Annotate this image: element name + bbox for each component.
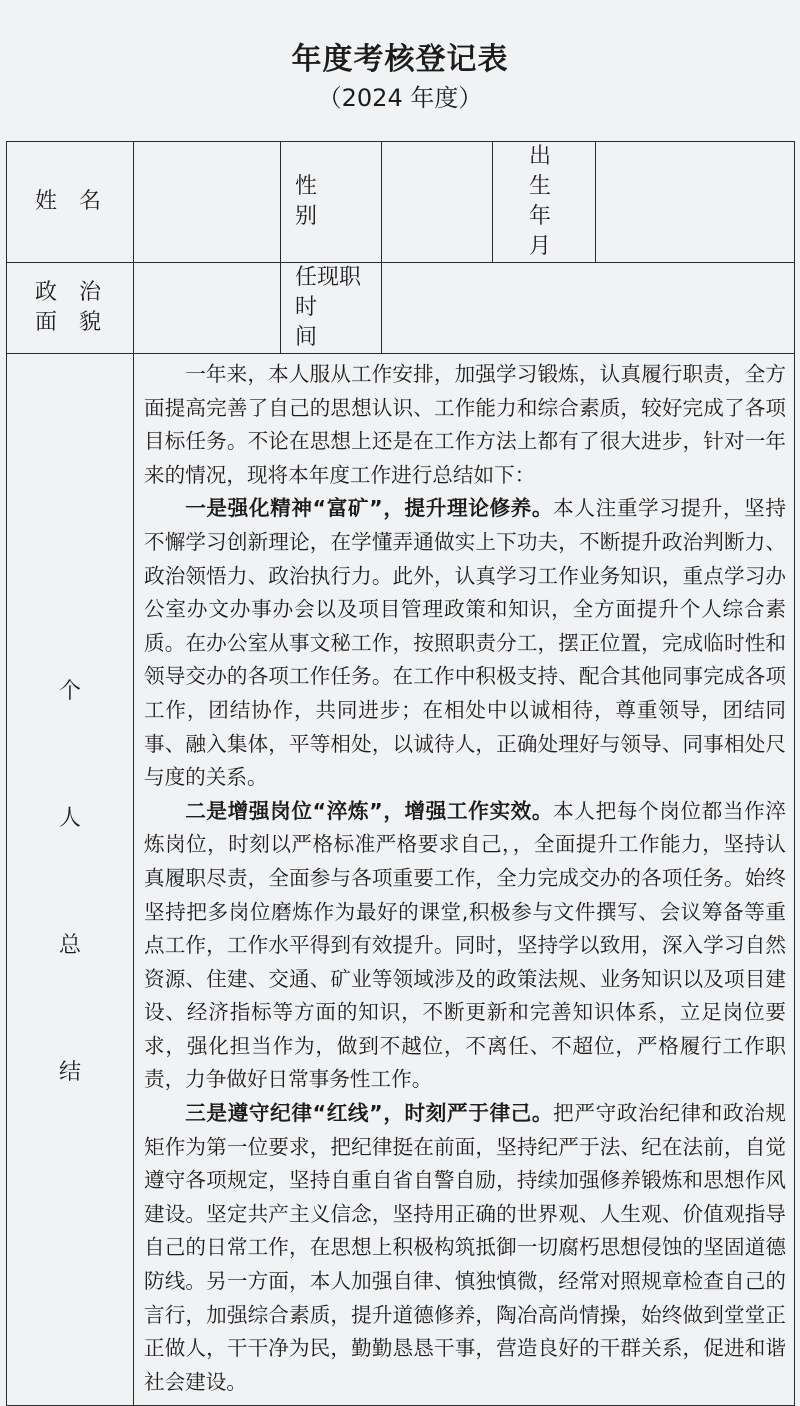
politics-value-cell[interactable] — [134, 263, 281, 354]
summary-label-char: 结 — [58, 1060, 81, 1085]
appraisal-form-table — [6, 141, 795, 1406]
name-value-cell[interactable] — [134, 142, 281, 263]
politics-label-line2: 面貌 — [35, 310, 124, 335]
summary-label-char: 个 — [58, 679, 81, 704]
point-3-body: 把严守政治纪律和政治规矩作为第一位要求，把纪律挺在前面，坚持纪严于法、纪在法前，自觉遵守各项规定，坚持自重自省自警自励，持续加强修养锻炼和思想作风建设。坚定共产主义信念，坚持用正确的世界观、人生观、价值观指导自己的日常工作，在思想上积极构筑抵御一切腐朽思想侵蚀的坚固道德防线。另一方面，本人加强自律、慎独慎微，经常对照规章检查自己的言行，加强综合素质，提升道德修养，陶冶高尚情操，始终做到堂堂正正做人，干干净为民，勤勤恳恳干事，营造良好的干群关系，促进和谐社会建设。 — [144, 1101, 786, 1394]
post-time-value-cell[interactable] — [382, 263, 795, 354]
point-2-body: 本人把每个岗位都当作淬炼岗位，时刻以严格标准严格要求自己，，全面提升工作能力，坚持认真履职尽责，全面参与各项重要工作，全力完成交办的各项任务。始终坚持把多岗位磨炼作为最好的课堂,积极参与文件撰写、会议筹备等重点工作，工作水平得到有效提升。同时，坚持学以致用，深入学习自然资源、住建、交通、矿业等领域涉及的政策法规、业务知识以及项目建设、经济指标等方面的知识，不断更新和完善知识体系，立足岗位要求，强化担当作为，做到不越位，不离任、不超位，严格履行工作职责，力争做好日常事务性工作。 — [144, 798, 786, 1092]
name-label: 姓名 — [7, 142, 134, 263]
summary-label-char: 人 — [58, 806, 81, 831]
summary-label-char: 总 — [58, 933, 81, 958]
gender-label: 性别 — [281, 142, 382, 263]
birth-label-line2: 年月 — [528, 204, 579, 259]
post-time-label — [281, 263, 382, 354]
point-3-heading: 三是遵守纪律“红线”，时刻严于律己。 — [185, 1101, 554, 1126]
summary-label — [7, 354, 134, 1406]
summary-point-2 — [144, 795, 786, 1097]
summary-point-3 — [144, 1097, 786, 1399]
politics-label-line1: 政治 — [35, 280, 124, 305]
form-title: 年度考核登记表 — [291, 42, 509, 77]
summary-point-1 — [144, 492, 786, 794]
summary-intro: 一年来，本人服从工作安排，加强学习锻炼，认真履行职责，全方面提高完善了自己的思想认识、工作能力和综合素质，较好完成了各项目标任务。不论在思想上还是在工作方法上都有了很大进步，针对一年来的情况，现将本年度工作进行总结如下： — [144, 362, 786, 487]
birth-label — [493, 142, 596, 263]
point-1-body: 本人注重学习提升，坚持不懈学习创新理论，在学懂弄通做实上下功夫，不断提升政治判断力、政治领悟力、政治执行力。此外，认真学习工作业务知识，重点学习办公室办文办事办会以及项目管理政策和知识，全方面提升个人综合素质。在办公室从事文秘工作，按照职责分工，摆正位置，完成临时性和领导交办的各项工作任务。在工作中积极支持、配合其他同事完成各项工作，团结协作，共同进步；在相处中以诚相待，尊重领导，团结同事、融入集体，平等相处，以诚待人，正确处理好与领导、同事相处尺与度的关系。 — [144, 496, 786, 790]
point-1-heading: 一是强化精神“富矿”，提升理论修养。 — [185, 496, 554, 521]
gender-value-cell[interactable] — [382, 142, 493, 263]
birth-label-line1: 出生 — [528, 144, 579, 199]
post-time-label-line2: 时间 — [295, 295, 340, 350]
post-time-label-line1: 任现职 — [295, 265, 362, 290]
form-year: （2024 年度） — [317, 84, 483, 112]
point-2-heading: 二是增强岗位“淬炼”，增强工作实效。 — [185, 798, 554, 823]
birth-value-cell[interactable] — [596, 142, 795, 263]
summary-content — [134, 354, 795, 1406]
politics-label — [7, 263, 134, 354]
